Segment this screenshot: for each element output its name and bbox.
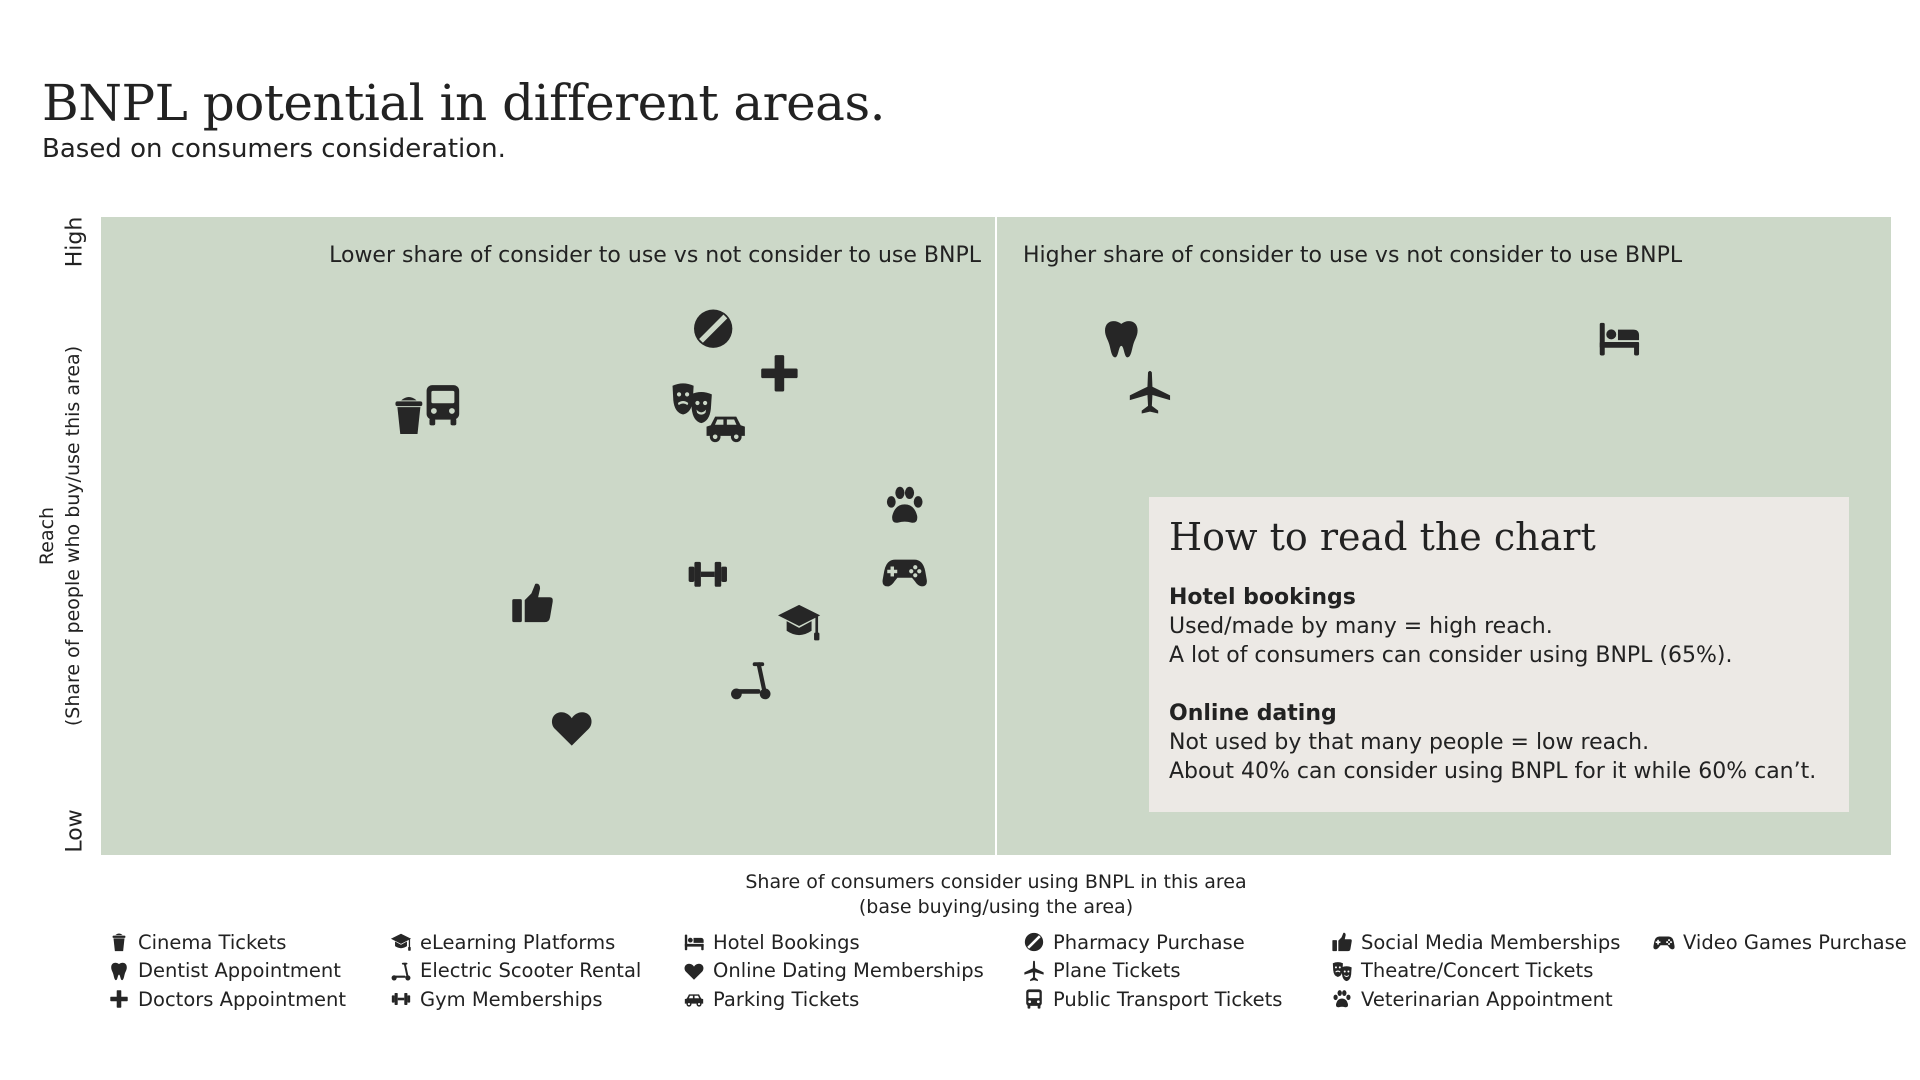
legend-column: [386, 928, 641, 1014]
legend-label: Online Dating Memberships: [713, 959, 984, 983]
legend: [104, 928, 1907, 1018]
legend-item: [1019, 928, 1282, 957]
tooth-icon: [104, 959, 134, 983]
dating-line-1: Not used by that many people = low reach.: [1169, 730, 1650, 755]
plane-icon: [1019, 959, 1049, 983]
bus-icon: [1019, 987, 1049, 1011]
legend-item: [104, 957, 346, 986]
legend-column: [1649, 928, 1907, 957]
legend-label: Theatre/Concert Tickets: [1361, 959, 1594, 983]
gamepad-icon: [1649, 930, 1679, 954]
dating-heading: Online dating: [1169, 701, 1337, 726]
dumbbell-icon: [386, 987, 416, 1011]
legend-label: Video Games Purchase: [1683, 930, 1907, 954]
legend-item: [1019, 957, 1282, 986]
pill-icon: [1019, 930, 1049, 954]
data-point-bus-icon: [427, 385, 460, 425]
legend-item: [386, 957, 641, 986]
x-axis-title-main: Share of consumers consider using BNPL in this area: [745, 871, 1247, 893]
legend-item: [104, 985, 346, 1014]
dating-line-2: About 40% can consider using BNPL for it while 60% can’t.: [1169, 759, 1817, 784]
legend-label: Plane Tickets: [1053, 959, 1181, 983]
quadrant-left-label: Lower share of consider to use vs not consider to use BNPL: [329, 243, 981, 268]
legend-item: [1327, 985, 1620, 1014]
hotel-heading: Hotel bookings: [1169, 585, 1356, 610]
y-axis-title-main: Reach: [36, 506, 58, 566]
data-point-pill-icon: [694, 309, 732, 347]
legend-column: [679, 928, 984, 1014]
legend-label: Veterinarian Appointment: [1361, 987, 1613, 1011]
legend-item: [679, 928, 984, 957]
thumbs-up-icon: [1327, 930, 1357, 954]
legend-label: Parking Tickets: [713, 987, 860, 1011]
legend-label: Cinema Tickets: [138, 930, 287, 954]
x-axis-title: [745, 870, 1246, 920]
bed-icon: [679, 930, 709, 954]
legend-item: [679, 957, 984, 986]
legend-label: eLearning Platforms: [420, 930, 616, 954]
x-axis-title-sub: (base buying/using the area): [858, 896, 1134, 918]
chart-subtitle: Based on consumers consideration.: [42, 134, 506, 164]
hotel-line-1: Used/made by many = high reach.: [1169, 614, 1553, 639]
paw-icon: [1327, 987, 1357, 1011]
legend-column: [1019, 928, 1282, 1014]
legend-label: Electric Scooter Rental: [420, 959, 642, 983]
legend-item: [386, 985, 641, 1014]
masks-icon: [1327, 959, 1357, 983]
legend-column: [1327, 928, 1620, 1014]
y-axis-title-sub: (Share of people who buy/use this area): [62, 345, 84, 727]
quadrant-right-label: Higher share of consider to use vs not consider to use BNPL: [1023, 243, 1683, 268]
cup-icon: [104, 930, 134, 954]
graduation-cap-icon: [386, 930, 416, 954]
legend-item: [1019, 985, 1282, 1014]
legend-label: Doctors Appointment: [138, 987, 347, 1011]
legend-label: Gym Memberships: [420, 987, 603, 1011]
legend-item: [679, 985, 984, 1014]
y-axis-low-label: Low: [62, 809, 88, 853]
legend-item: [386, 928, 641, 957]
legend-label: Dentist Appointment: [138, 959, 341, 983]
chart-title: BNPL potential in different areas.: [42, 74, 886, 132]
legend-label: Hotel Bookings: [713, 930, 860, 954]
legend-item: [1649, 928, 1907, 957]
legend-column: [104, 928, 346, 1014]
how-to-read-panel: [1149, 497, 1849, 812]
legend-label: Social Media Memberships: [1361, 930, 1621, 954]
heart-icon: [679, 959, 709, 983]
plus-icon: [104, 987, 134, 1011]
hotel-line-2: A lot of consumers can consider using BNPL (65%).: [1169, 643, 1733, 668]
y-axis-high-label: High: [62, 216, 88, 268]
legend-item: [1327, 957, 1620, 986]
legend-label: Pharmacy Purchase: [1053, 930, 1245, 954]
y-axis-title: [34, 346, 86, 726]
legend-label: Public Transport Tickets: [1053, 987, 1283, 1011]
how-to-read-title: How to read the chart: [1169, 515, 1596, 559]
legend-item: [104, 928, 346, 957]
car-icon: [679, 987, 709, 1011]
legend-item: [1327, 928, 1620, 957]
scooter-icon: [386, 959, 416, 983]
